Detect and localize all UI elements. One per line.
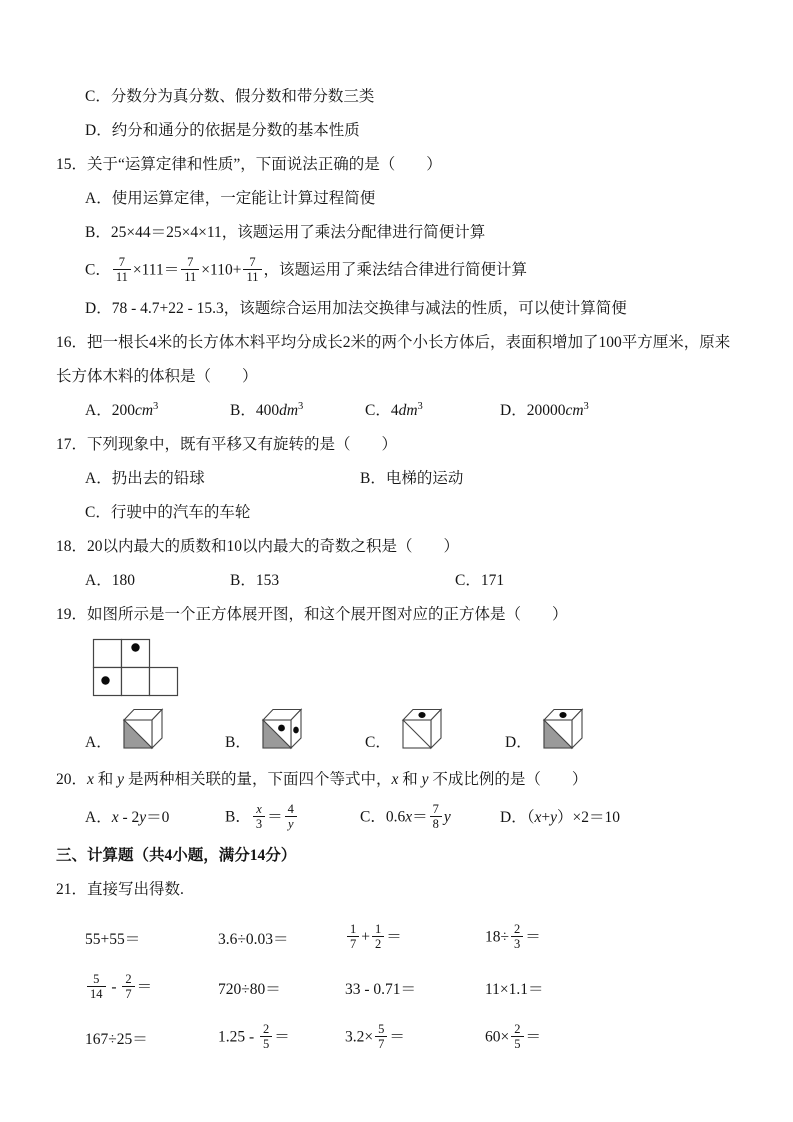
fraction bbox=[181, 255, 199, 285]
text-run: B．电梯的运动 bbox=[360, 469, 464, 487]
text-run: D．约分和通分的依据是分数的基本性质 bbox=[85, 122, 360, 139]
options-17 bbox=[56, 468, 743, 490]
cube-figure-holder bbox=[119, 705, 164, 755]
fraction-denominator: 7 bbox=[122, 986, 134, 1001]
fraction-denominator: 7 bbox=[375, 1036, 387, 1051]
option-label: A． bbox=[85, 733, 112, 751]
fraction-numerator: 5 bbox=[378, 1021, 385, 1036]
option-cell bbox=[365, 400, 500, 422]
text-run: 19．如图所示是一个正方体展开图，和这个展开图对应的正方体是（ ） bbox=[56, 605, 568, 623]
text-run: ）×2＝10 bbox=[556, 808, 620, 826]
calc-cell bbox=[485, 923, 743, 953]
fraction bbox=[253, 802, 265, 832]
text-run: - 2 bbox=[118, 808, 140, 826]
fraction-denominator: 11 bbox=[181, 269, 199, 284]
calc-cell bbox=[345, 923, 485, 953]
option-label: D． bbox=[505, 733, 532, 751]
text-run: 18．20以内最大的质数和10以内最大的奇数之积是（ ） bbox=[56, 537, 460, 555]
fraction-numerator: 2 bbox=[514, 921, 521, 936]
option-cell bbox=[230, 400, 365, 422]
variable: x bbox=[534, 808, 542, 826]
fraction-denominator: 5 bbox=[260, 1036, 272, 1051]
options-16 bbox=[56, 400, 743, 422]
question-15 bbox=[56, 154, 743, 176]
text-run: B．25×44＝25×4×11，该题运用了乘法分配律进行简便计算 bbox=[85, 224, 486, 241]
fraction-numerator: 4 bbox=[287, 801, 294, 816]
superscript: 3 bbox=[153, 400, 159, 412]
text-run: A． bbox=[85, 808, 112, 826]
variable: dm bbox=[398, 401, 418, 419]
text-run: 是两种相关联的量，下面四个等式中， bbox=[124, 770, 392, 788]
text-run: ，该题运用了乘法结合律进行简便计算 bbox=[263, 261, 528, 279]
options-19 bbox=[56, 705, 743, 755]
text-run: 720÷80＝ bbox=[218, 980, 281, 998]
variable: x bbox=[391, 770, 399, 788]
fraction bbox=[511, 922, 523, 952]
text-run: C．行驶中的汽车的车轮 bbox=[85, 503, 251, 521]
text-run: 16．把一根长4米的长方体木料平均分成长2米的两个小长方体后，表面积增加了100平方厘米，原来 bbox=[56, 333, 731, 351]
variable: y bbox=[117, 770, 125, 788]
text-run: B． bbox=[225, 808, 251, 826]
cube-option-figure bbox=[398, 705, 443, 750]
option-cell bbox=[85, 570, 230, 592]
fraction-numerator: 1 bbox=[375, 921, 382, 936]
text-run: 3.6÷0.03＝ bbox=[218, 930, 289, 948]
text-run: C．分数分为真分数、假分数和带分数三类 bbox=[85, 88, 375, 105]
text-run: ＝ bbox=[136, 978, 153, 996]
calc-cell bbox=[485, 977, 743, 999]
question-18 bbox=[56, 536, 743, 558]
text-run: 167÷25＝ bbox=[85, 1030, 148, 1048]
text-run: + bbox=[541, 808, 551, 826]
cube-option-figure bbox=[258, 705, 303, 750]
fraction-denominator: 3 bbox=[253, 816, 265, 831]
calc-cell bbox=[345, 1023, 485, 1053]
text-run: ＝ bbox=[274, 1028, 290, 1046]
calc-cell bbox=[85, 973, 218, 1003]
fraction-numerator: x bbox=[256, 801, 262, 816]
text-run: 18÷ bbox=[485, 928, 510, 946]
calc-cell bbox=[218, 977, 345, 999]
text-run: 1.25 - bbox=[218, 1028, 259, 1046]
superscript: 3 bbox=[417, 400, 423, 412]
fraction-numerator: 7 bbox=[187, 255, 194, 269]
option-cell bbox=[455, 570, 504, 592]
fraction-numerator: 2 bbox=[514, 1021, 521, 1036]
cube-option bbox=[85, 705, 225, 755]
section-3-header bbox=[56, 845, 743, 867]
text-run: ＝ bbox=[267, 808, 283, 826]
fraction-denominator: 2 bbox=[372, 936, 384, 951]
superscript: 3 bbox=[583, 400, 589, 412]
text-run: B．153 bbox=[230, 571, 280, 589]
variable: x bbox=[111, 808, 119, 826]
fraction bbox=[122, 972, 134, 1002]
option-14-d bbox=[56, 120, 743, 142]
fraction-numerator: 7 bbox=[118, 255, 125, 269]
text-run: D．20000 bbox=[500, 401, 566, 419]
text-run: ×111＝ bbox=[132, 261, 180, 279]
text-run: ＝ bbox=[525, 928, 541, 946]
text-run: 长方体木料的体积是（ ） bbox=[56, 367, 258, 385]
text-run: 和 bbox=[93, 770, 118, 788]
fraction bbox=[430, 802, 442, 832]
text-run: 3.2× bbox=[345, 1028, 374, 1046]
variable: y bbox=[550, 808, 557, 826]
cube-figure-holder bbox=[258, 705, 303, 755]
cube-option bbox=[365, 705, 505, 755]
option-cell bbox=[85, 807, 225, 829]
fraction bbox=[243, 255, 261, 285]
option-14-c bbox=[56, 86, 743, 108]
question-19 bbox=[56, 604, 743, 626]
option-cell bbox=[360, 803, 500, 833]
text-run: C．0.6 bbox=[360, 808, 406, 826]
fraction-numerator: 7 bbox=[432, 801, 439, 816]
cube-net-figure bbox=[92, 638, 179, 697]
cube-option-figure bbox=[539, 705, 584, 750]
fraction bbox=[87, 972, 106, 1002]
variable: dm bbox=[279, 401, 299, 419]
fraction-denominator: 8 bbox=[430, 816, 442, 831]
variable: cm bbox=[134, 401, 154, 419]
option-15-d bbox=[56, 298, 743, 320]
text-run: 不成比例的是（ ） bbox=[428, 770, 588, 788]
text-run: ＝ bbox=[412, 808, 428, 826]
variable: x bbox=[405, 808, 413, 826]
cube-option bbox=[505, 705, 584, 755]
fraction-numerator: 2 bbox=[263, 1021, 270, 1036]
cube-option bbox=[225, 705, 365, 755]
fraction-denominator: 14 bbox=[87, 986, 106, 1001]
text-run: 和 bbox=[398, 770, 422, 788]
question-21 bbox=[56, 879, 743, 901]
text-run: A．扔出去的铅球 bbox=[85, 469, 205, 487]
text-run: 15．关于“运算定律和性质”，下面说法正确的是（ ） bbox=[56, 156, 442, 173]
fraction-denominator: 11 bbox=[243, 269, 261, 284]
fraction bbox=[347, 922, 359, 952]
calc-cell bbox=[85, 1027, 218, 1049]
options-20 bbox=[56, 803, 743, 833]
text-run: 三、计算题（共4小题，满分14分） bbox=[56, 846, 297, 864]
text-run: 60× bbox=[485, 1028, 510, 1046]
fraction bbox=[113, 255, 131, 285]
question-17 bbox=[56, 434, 743, 456]
text-run: ＝ bbox=[525, 1028, 542, 1046]
text-run: 21．直接写出得数. bbox=[56, 880, 184, 898]
fraction-denominator: 11 bbox=[113, 269, 131, 284]
text-run: B．400 bbox=[230, 401, 280, 419]
text-run: A．使用运算定律，一定能让计算过程简便 bbox=[85, 190, 376, 207]
fraction-numerator: 1 bbox=[350, 921, 357, 936]
option-cell bbox=[230, 570, 455, 592]
text-run: 33 - 0.71＝ bbox=[345, 980, 417, 998]
calc-cell bbox=[85, 927, 218, 949]
option-15-c bbox=[56, 256, 743, 286]
option-label: C． bbox=[365, 733, 391, 751]
calc-grid-21 bbox=[56, 913, 743, 1063]
calc-cell bbox=[345, 977, 485, 999]
fraction-numerator: 7 bbox=[249, 255, 256, 269]
variable: x bbox=[87, 770, 94, 788]
text-run: C．171 bbox=[455, 571, 505, 589]
text-run: C． bbox=[85, 261, 111, 279]
calc-cell bbox=[218, 1023, 345, 1053]
text-run: A．200 bbox=[85, 401, 135, 419]
option-label: B． bbox=[225, 733, 251, 751]
cube-figure-holder bbox=[398, 705, 443, 755]
cube-option-figure bbox=[119, 705, 164, 750]
text-run: ＝ bbox=[386, 928, 402, 946]
calc-cell bbox=[485, 1023, 743, 1053]
text-run: D．78 - 4.7+22 - 15.3，该题综合运用加法交换律与减法的性质，可以使计算简便 bbox=[85, 299, 627, 317]
text-run: A．180 bbox=[85, 571, 135, 589]
option-cell bbox=[85, 400, 230, 422]
fraction-numerator: 5 bbox=[93, 971, 100, 986]
calc-cell bbox=[218, 927, 345, 949]
option-cell bbox=[225, 803, 360, 833]
option-cell bbox=[500, 400, 589, 422]
option-cell bbox=[85, 468, 360, 490]
text-run: C．4 bbox=[365, 401, 399, 419]
fraction bbox=[260, 1022, 272, 1052]
fraction-denominator: y bbox=[285, 816, 297, 831]
text-run: 17．下列现象中，既有平移又有旋转的是（ ） bbox=[56, 435, 398, 453]
variable: y bbox=[443, 808, 451, 826]
option-15-b bbox=[56, 222, 743, 244]
fraction bbox=[285, 802, 297, 832]
question-20 bbox=[56, 769, 743, 791]
fraction bbox=[372, 922, 384, 952]
fraction-denominator: 7 bbox=[347, 936, 359, 951]
cube-figure-holder bbox=[539, 705, 584, 755]
text-run: 11×1.1＝ bbox=[485, 980, 544, 998]
question-16 bbox=[56, 332, 743, 354]
superscript: 3 bbox=[298, 400, 304, 412]
option-15-a bbox=[56, 188, 743, 210]
text-run: ×110+ bbox=[201, 261, 242, 279]
text-run: D．（ bbox=[500, 808, 535, 826]
variable: y bbox=[139, 808, 147, 826]
text-run: 55+55＝ bbox=[85, 930, 141, 948]
option-17-c bbox=[56, 502, 743, 524]
text-run: ＝ bbox=[389, 1028, 405, 1046]
fraction-denominator: 3 bbox=[511, 936, 523, 951]
fraction bbox=[375, 1022, 387, 1052]
fraction bbox=[511, 1022, 523, 1052]
fraction-numerator: 2 bbox=[125, 971, 132, 986]
question-19-net-figure bbox=[92, 638, 743, 697]
variable: y bbox=[421, 770, 429, 788]
text-run: + bbox=[361, 928, 370, 946]
question-16-cont bbox=[56, 366, 743, 388]
options-18 bbox=[56, 570, 743, 592]
option-cell bbox=[500, 807, 620, 829]
text-run: - bbox=[107, 978, 121, 996]
fraction-denominator: 5 bbox=[511, 1036, 523, 1051]
text-run: ＝0 bbox=[146, 808, 170, 826]
variable: cm bbox=[565, 401, 584, 419]
text-run: 20． bbox=[56, 770, 88, 788]
option-cell bbox=[360, 468, 463, 490]
